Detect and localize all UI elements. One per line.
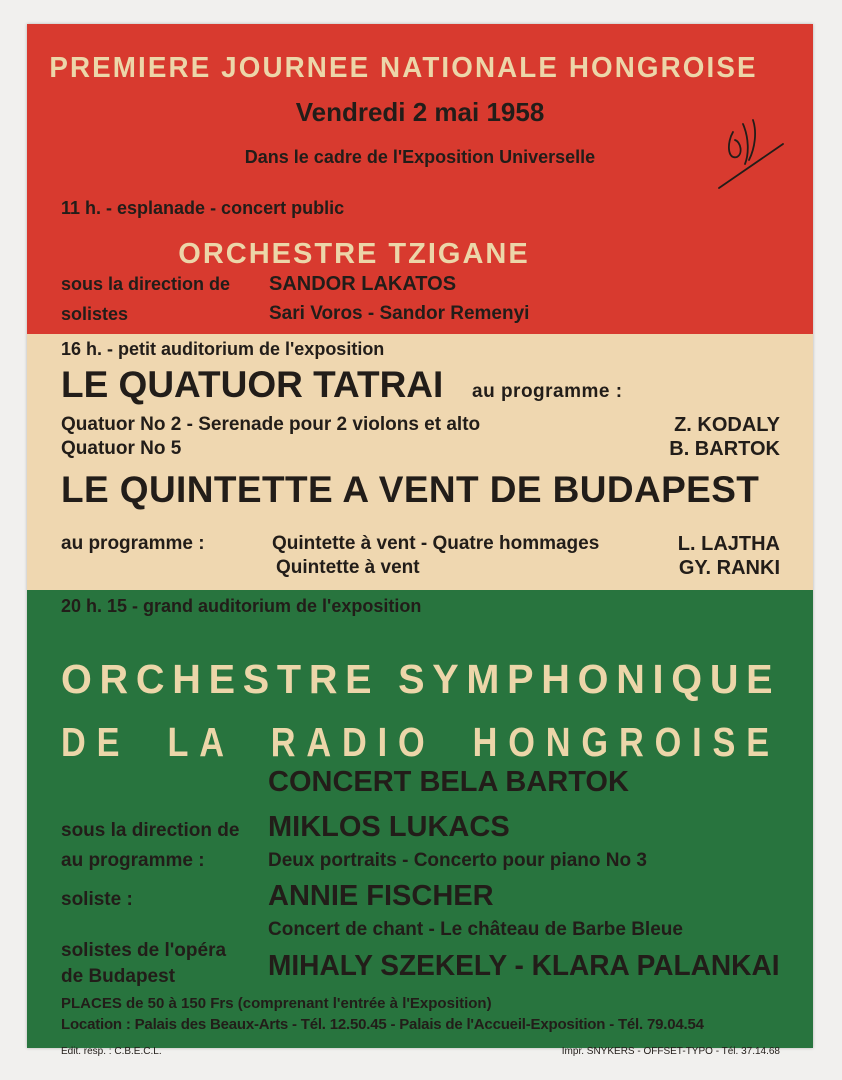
concert2-program-label1: au programme : <box>472 381 623 402</box>
handwritten-signature <box>713 102 793 192</box>
concert3-ensemble-line2: DE LA RADIO HONGROISE <box>61 719 780 765</box>
concert1-time-place: 11 h. - esplanade - concert public <box>61 198 345 218</box>
red-band <box>27 24 813 334</box>
work-composer: GY. RANKI <box>678 557 780 579</box>
work-title: Quintette à vent <box>276 557 420 578</box>
work-composer: Z. KODALY <box>674 414 780 436</box>
concert1-ensemble: ORCHESTRE TZIGANE <box>178 238 530 270</box>
concert3-time-place: 20 h. 15 - grand auditorium de l'exposition <box>61 596 422 616</box>
concert1-direction-label: sous la direction de <box>61 274 231 294</box>
work-title: Quintette à vent - Quatre hommages <box>272 533 600 554</box>
footer-printer: Impr. SNYKERS - OFFSET-TYPO - Tél. 37.14.68 <box>561 1046 780 1057</box>
event-title: PREMIERE JOURNEE NATIONALE HONGROISE <box>49 52 758 84</box>
concert2-program-label2: au programme : <box>61 533 205 554</box>
event-date: Vendredi 2 mai 1958 <box>295 97 545 127</box>
concert3-program: Deux portraits - Concerto pour piano No 3 <box>268 850 647 871</box>
green-band <box>27 590 813 1057</box>
footer-places: PLACES de 50 à 150 Frs (comprenant l'entrée à l'Exposition) <box>61 995 492 1012</box>
footer-location: Location : Palais des Beaux-Arts - Tél. 12.50.45 - Palais de l'Accueil-Exposition - Tél. 79.04.54 <box>61 1016 704 1033</box>
concert3-program-label: au programme : <box>61 850 205 871</box>
event-context: Dans le cadre de l'Exposition Universelle <box>244 147 596 167</box>
concert3-soloist: ANNIE FISCHER <box>268 880 494 912</box>
concert3-opera-label-2: de Budapest <box>61 966 176 987</box>
concert1-soloists: Sari Voros - Sandor Remenyi <box>269 303 530 324</box>
concert1-conductor: SANDOR LAKATOS <box>269 273 457 295</box>
work-title: Quatuor No 5 <box>61 438 182 459</box>
concert2-ensemble2: LE QUINTETTE A VENT DE BUDAPEST <box>61 469 760 510</box>
concert2-ensemble1: LE QUATUOR TATRAI <box>61 364 444 405</box>
concert1-soloists-label: solistes <box>61 304 129 324</box>
poster <box>27 24 813 1057</box>
work-composer: L. LAJTHA <box>677 533 780 555</box>
cream-band <box>27 334 813 590</box>
concert2-time-place: 16 h. - petit auditorium de l'exposition <box>61 339 385 359</box>
concert3-conductor: MIKLOS LUKACS <box>268 811 510 843</box>
concert3-direction-label: sous la direction de <box>61 820 240 841</box>
concert3-soloist-label: soliste : <box>61 889 133 910</box>
work-title: Quatuor No 2 - Serenade pour 2 violons et alto <box>61 414 481 435</box>
footer-publisher: Edit. resp. : C.B.E.C.L. <box>61 1046 162 1057</box>
concert3-ensemble-line1: ORCHESTRE SYMPHONIQUE <box>61 656 781 702</box>
concert3-program2: Concert de chant - Le château de Barbe Bleue <box>268 919 683 940</box>
concert3-title: CONCERT BELA BARTOK <box>268 766 629 798</box>
work-composer: B. BARTOK <box>669 438 780 460</box>
concert3-opera-label-1: solistes de l'opéra <box>61 940 227 961</box>
concert3-opera-soloists: MIHALY SZEKELY - KLARA PALANKAI <box>268 950 780 982</box>
